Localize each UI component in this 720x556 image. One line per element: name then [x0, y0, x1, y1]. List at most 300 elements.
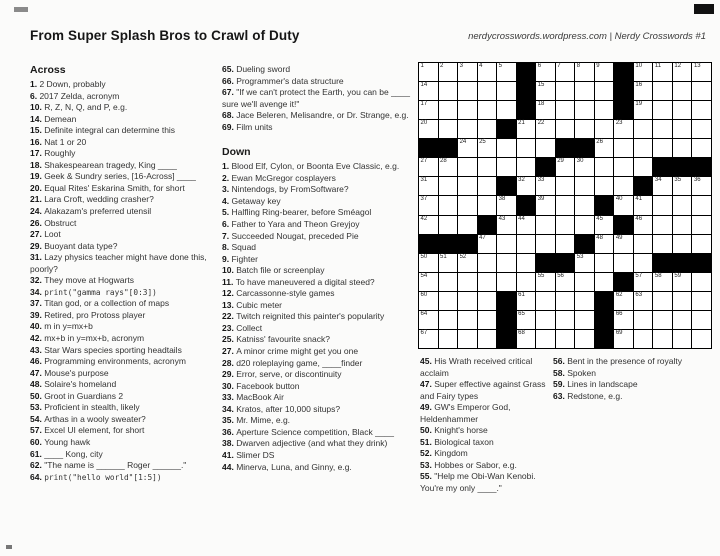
clue-item: 68. Jace Beleren, Melisandre, or Dr. Strange, e.g.	[222, 110, 409, 121]
grid-cell	[458, 273, 477, 291]
clue-item: 46. Programming environments, acronym	[30, 356, 186, 367]
cell-number: 60	[420, 291, 428, 298]
grid-cell	[653, 292, 672, 310]
down-section-header: Down	[222, 146, 251, 159]
clue-item: 29. Buoyant data type?	[30, 240, 118, 251]
cell-number: 51	[440, 253, 447, 260]
grid-cell	[536, 63, 555, 81]
clue-item: 37. Titan god, or a collection of maps	[30, 298, 170, 309]
grid-cell	[556, 216, 575, 234]
cell-number: 68	[518, 329, 525, 336]
clue-item: 1. 2 Down, probably	[30, 79, 106, 89]
cell-number: 15	[537, 82, 545, 89]
grid-cell-black	[673, 254, 692, 272]
grid-cell	[478, 292, 497, 310]
grid-cell	[634, 158, 653, 176]
clue-item: 47. Mouse's purpose	[30, 367, 109, 378]
grid-cell-black	[556, 139, 575, 157]
grid-cell	[556, 273, 575, 291]
grid-cell-black	[692, 158, 711, 176]
cell-number: 38	[498, 196, 506, 203]
grid-cell	[575, 158, 594, 176]
grid-cell-black	[653, 158, 672, 176]
grid-cell	[419, 63, 438, 81]
grid-cell	[478, 311, 497, 329]
clue-item: 11. To have maneuvered a digital steed?	[222, 276, 375, 287]
grid-cell-black	[614, 216, 633, 234]
grid-cell	[419, 158, 438, 176]
grid-cell	[575, 63, 594, 81]
grid-cell	[458, 196, 477, 214]
cell-number: 21	[518, 120, 525, 127]
across-section-header: Across	[30, 64, 66, 76]
grid-cell	[478, 101, 497, 119]
grid-cell	[478, 196, 497, 214]
grid-cell	[634, 82, 653, 100]
clue-item: 16. Nat 1 or 20	[30, 136, 87, 147]
grid-cell	[614, 311, 633, 329]
cell-number: 54	[420, 272, 428, 279]
clue-item: 19. Geek & Sundry series, [16-Across] ____	[30, 171, 196, 182]
grid-cell	[614, 292, 633, 310]
grid-cell	[634, 254, 653, 272]
grid-cell	[692, 273, 711, 291]
clue-list-across-2	[222, 64, 418, 133]
grid-cell	[419, 120, 438, 138]
clue-list-down-1	[222, 161, 418, 473]
grid-cell	[458, 292, 477, 310]
cell-number: 8	[576, 63, 581, 69]
grid-cell-black	[497, 120, 516, 138]
grid-cell	[653, 63, 672, 81]
grid-cell	[517, 139, 536, 157]
grid-cell-black	[692, 254, 711, 272]
grid-cell-black	[439, 235, 458, 253]
cell-number: 7	[557, 63, 561, 69]
clue-item: 30. Facebook button	[222, 380, 300, 391]
clue-item: 40. m in y=mx+b	[30, 321, 93, 332]
cell-number: 3	[459, 63, 463, 69]
cell-number: 50	[420, 253, 428, 260]
grid-cell	[517, 311, 536, 329]
grid-cell	[419, 82, 438, 100]
clue-item: 23. Collect	[222, 322, 263, 333]
grid-cell	[634, 139, 653, 157]
grid-cell	[575, 120, 594, 138]
grid-cell	[673, 292, 692, 310]
grid-cell	[595, 216, 614, 234]
grid-cell	[673, 235, 692, 253]
grid-cell	[653, 82, 672, 100]
cell-number: 37	[420, 196, 428, 203]
grid-cell	[595, 273, 614, 291]
cell-number: 36	[693, 177, 701, 184]
grid-cell	[692, 216, 711, 234]
grid-cell	[575, 196, 594, 214]
clue-item: 3. Nintendogs, by FromSoftware?	[222, 184, 349, 195]
cell-number: 6	[537, 63, 542, 69]
grid-cell	[634, 63, 653, 81]
cell-number: 69	[615, 329, 623, 336]
grid-cell	[614, 177, 633, 195]
grid-cell	[497, 235, 516, 253]
clue-item: 33. MacBook Air	[222, 392, 284, 403]
clue-item: 6. Father to Yara and Theon Greyjoy	[222, 219, 360, 230]
grid-cell-black	[497, 177, 516, 195]
grid-cell	[595, 63, 614, 81]
cell-number: 10	[635, 63, 643, 69]
grid-cell	[634, 120, 653, 138]
clue-item: 38. Dwarven adjective (and what they drink)	[222, 438, 388, 449]
grid-cell	[497, 273, 516, 291]
clue-item: 24. Alakazam's preferred utensil	[30, 206, 152, 217]
cell-number: 58	[654, 272, 662, 279]
clue-item: 27. A minor crime might get you one	[222, 346, 359, 357]
grid-cell-black	[614, 101, 633, 119]
grid-cell	[614, 120, 633, 138]
grid-cell	[556, 120, 575, 138]
grid-cell	[634, 196, 653, 214]
grid-cell	[439, 330, 458, 348]
grid-cell	[673, 63, 692, 81]
cell-number: 52	[459, 253, 467, 260]
grid-cell	[575, 254, 594, 272]
grid-cell	[692, 139, 711, 157]
clue-item: 66. Programmer's data structure	[222, 75, 344, 86]
grid-cell	[458, 120, 477, 138]
clue-item: 17. Roughly	[30, 148, 76, 159]
grid-cell	[653, 273, 672, 291]
cell-number: 23	[615, 120, 623, 127]
grid-cell	[517, 177, 536, 195]
cell-number: 13	[693, 63, 701, 69]
grid-cell	[653, 216, 672, 234]
grid-cell-black	[517, 82, 536, 100]
grid-cell	[458, 254, 477, 272]
clue-item: 42. mx+b in y=mx+b, acronym	[30, 333, 145, 344]
clue-item: 39. Retired, pro Protoss player	[30, 309, 146, 320]
clue-item: 9. Fighter	[222, 253, 258, 264]
grid-cell	[556, 158, 575, 176]
grid-cell	[439, 254, 458, 272]
grid-cell-black	[497, 330, 516, 348]
grid-cell	[439, 273, 458, 291]
grid-cell	[692, 101, 711, 119]
grid-cell	[556, 292, 575, 310]
grid-cell	[595, 139, 614, 157]
clue-item: 20. Equal Rites' Eskarina Smith, for short	[30, 182, 185, 193]
clue-item: 57. Excel UI element, for short	[30, 425, 145, 436]
grid-cell-black	[595, 292, 614, 310]
cell-number: 17	[420, 101, 428, 108]
down-clues-column-2	[420, 356, 550, 495]
clue-item: 50. Groot in Guardians 2	[30, 390, 124, 401]
grid-cell	[673, 139, 692, 157]
grid-cell	[478, 63, 497, 81]
grid-cell	[478, 158, 497, 176]
clue-item: 52. Kingdom	[420, 448, 468, 459]
grid-cell	[556, 235, 575, 253]
grid-cell	[614, 139, 633, 157]
grid-cell	[478, 120, 497, 138]
clue-item: 10. Batch file or screenplay	[222, 265, 325, 276]
grid-cell	[575, 101, 594, 119]
grid-cell	[653, 196, 672, 214]
cell-number: 12	[674, 63, 682, 69]
grid-cell	[575, 292, 594, 310]
grid-cell	[478, 273, 497, 291]
clue-item: 53. Proficient in stealth, likely	[30, 402, 140, 413]
clue-item: 45. His Wrath received critical acclaim	[420, 356, 533, 378]
grid-cell-black	[458, 235, 477, 253]
grid-cell	[653, 235, 672, 253]
cell-number: 39	[537, 196, 545, 203]
grid-cell	[673, 330, 692, 348]
grid-cell	[575, 82, 594, 100]
grid-cell	[439, 101, 458, 119]
cell-number: 42	[420, 215, 428, 222]
grid-cell	[575, 273, 594, 291]
clue-item: 62. "The name is ______ Roger ______."	[30, 460, 187, 471]
clue-item: 7. Succeeded Nougat, preceded Pie	[222, 230, 359, 241]
grid-cell	[673, 216, 692, 234]
clue-item: 44. Minerva, Luna, and Ginny, e.g.	[222, 461, 352, 472]
grid-cell	[536, 139, 555, 157]
grid-cell	[497, 216, 516, 234]
grid-cell-black	[497, 292, 516, 310]
grid-cell	[458, 177, 477, 195]
cell-number: 53	[576, 253, 584, 260]
grid-cell	[497, 101, 516, 119]
grid-cell	[517, 254, 536, 272]
cell-number: 18	[537, 101, 545, 108]
grid-cell	[536, 330, 555, 348]
cell-number: 5	[498, 63, 502, 69]
cell-number: 47	[479, 234, 486, 241]
clue-item: 61. ____ Kong, city	[30, 448, 103, 459]
site-attribution: nerdycrosswords.wordpress.com | Nerdy Crosswords #1	[468, 31, 706, 42]
grid-cell	[673, 311, 692, 329]
clue-item: 14. Demean	[30, 113, 77, 124]
cell-number: 1	[420, 63, 424, 69]
grid-cell	[517, 273, 536, 291]
grid-cell	[653, 139, 672, 157]
grid-cell	[595, 254, 614, 272]
grid-cell	[556, 63, 575, 81]
grid-cell	[419, 254, 438, 272]
clue-item: 36. Aperture Science competition, Black ____	[222, 426, 394, 437]
cell-number: 27	[420, 158, 428, 165]
cell-number: 66	[615, 310, 623, 317]
clue-item: 60. Young hawk	[30, 436, 91, 447]
grid-cell	[517, 158, 536, 176]
grid-cell-black	[673, 158, 692, 176]
grid-cell	[478, 330, 497, 348]
grid-cell-black	[517, 196, 536, 214]
clue-item: 4. Getaway key	[222, 195, 281, 206]
grid-cell	[517, 216, 536, 234]
cell-number: 11	[654, 63, 662, 69]
grid-cell	[556, 82, 575, 100]
cell-number: 64	[420, 310, 428, 317]
grid-cell	[497, 63, 516, 81]
grid-cell	[478, 254, 497, 272]
clue-item: 58. Spoken	[553, 367, 597, 378]
grid-cell	[556, 101, 575, 119]
cell-number: 56	[557, 272, 564, 279]
clue-item: 31. Lazy physics teacher might have done this, poorly?	[30, 252, 207, 274]
grid-cell-black	[556, 254, 575, 272]
grid-cell-black	[614, 82, 633, 100]
grid-cell-black	[536, 158, 555, 176]
grid-cell-black	[614, 63, 633, 81]
grid-cell	[419, 330, 438, 348]
scan-artifact	[14, 7, 28, 12]
cell-number: 55	[537, 272, 545, 279]
clue-item: 54. Arthas in a wooly sweater?	[30, 413, 146, 424]
grid-cell	[556, 177, 575, 195]
grid-cell-black	[653, 254, 672, 272]
grid-cell	[536, 120, 555, 138]
grid-cell	[478, 82, 497, 100]
clue-list-down-3	[553, 356, 715, 402]
grid-cell	[634, 273, 653, 291]
grid-cell	[634, 216, 653, 234]
grid-cell	[556, 311, 575, 329]
clue-item: 59. Lines in landscape	[553, 379, 638, 390]
grid-cell	[536, 292, 555, 310]
grid-cell	[692, 196, 711, 214]
grid-cell	[419, 273, 438, 291]
grid-cell	[439, 63, 458, 81]
grid-cell	[497, 254, 516, 272]
cell-number: 44	[518, 215, 525, 222]
grid-cell	[439, 120, 458, 138]
cell-number: 29	[557, 158, 564, 165]
grid-cell-black	[575, 235, 594, 253]
grid-cell	[673, 101, 692, 119]
grid-cell-black	[517, 101, 536, 119]
grid-cell	[634, 311, 653, 329]
grid-cell	[536, 177, 555, 195]
grid-cell-black	[497, 311, 516, 329]
grid-cell	[575, 311, 594, 329]
grid-cell	[556, 330, 575, 348]
grid-cell	[673, 82, 692, 100]
grid-cell	[497, 82, 516, 100]
cell-number: 41	[635, 196, 643, 203]
grid-cell-black	[634, 177, 653, 195]
grid-cell	[673, 120, 692, 138]
grid-cell	[692, 292, 711, 310]
grid-cell	[478, 177, 497, 195]
cell-number: 22	[537, 120, 545, 127]
cell-number: 48	[596, 234, 603, 241]
grid-cell	[439, 196, 458, 214]
grid-cell	[497, 158, 516, 176]
grid-cell-black	[478, 216, 497, 234]
crossword-grid	[418, 62, 712, 349]
grid-cell	[692, 330, 711, 348]
clue-item: 34. print("gamma rays"[0:3])	[30, 286, 157, 297]
clue-item: 67. "If we can't protect the Earth, you can be ____ sure we'll avenge it!"	[222, 87, 410, 109]
clue-item: 12. Carcassonne-style games	[222, 288, 335, 299]
grid-cell	[595, 235, 614, 253]
clue-item: 15. Definite integral can determine this	[30, 125, 176, 136]
grid-cell	[692, 235, 711, 253]
clue-item: 1. Blood Elf, Cylon, or Boonta Eve Classic, e.g.	[222, 161, 400, 172]
grid-cell	[595, 101, 614, 119]
grid-cell	[517, 235, 536, 253]
down-clues-column-3	[553, 356, 715, 402]
grid-cell	[439, 177, 458, 195]
grid-cell	[536, 235, 555, 253]
clue-item: 21. Lara Croft, wedding crasher?	[30, 194, 154, 205]
grid-cell	[419, 311, 438, 329]
scan-artifact	[694, 4, 714, 14]
grid-cell	[634, 292, 653, 310]
clue-item: 18. Shakespearean tragedy, King ____	[30, 159, 177, 170]
grid-cell	[614, 196, 633, 214]
cell-number: 33	[537, 177, 545, 184]
grid-cell	[419, 196, 438, 214]
clue-item: 49. GW's Emperor God, Heldenhammer	[420, 402, 511, 424]
clue-item: 8. Squad	[222, 242, 257, 253]
clue-list-down-2	[420, 356, 550, 495]
cell-number: 20	[420, 120, 428, 127]
clue-item: 47. Super effective against Grass and Fairy types	[420, 379, 546, 401]
grid-cell	[419, 216, 438, 234]
cell-number: 26	[596, 139, 603, 146]
grid-cell-black	[595, 330, 614, 348]
grid-cell	[517, 330, 536, 348]
grid-cell	[653, 311, 672, 329]
clue-item: 63. Redstone, e.g.	[553, 390, 623, 401]
grid-cell-black	[575, 139, 594, 157]
grid-cell	[478, 139, 497, 157]
grid-cell	[439, 82, 458, 100]
grid-cell	[497, 139, 516, 157]
grid-cell	[458, 216, 477, 234]
cell-number: 59	[674, 272, 682, 279]
cell-number: 14	[420, 82, 428, 89]
clue-list-across-1	[30, 79, 217, 483]
grid-cell	[634, 330, 653, 348]
grid-cell	[595, 82, 614, 100]
grid-cell	[458, 311, 477, 329]
clue-item: 27. Loot	[30, 229, 61, 240]
grid-cell	[614, 235, 633, 253]
clue-item: 2. Ewan McGregor cosplayers	[222, 172, 336, 183]
grid-cell	[595, 158, 614, 176]
clue-item: 22. Twitch reignited this painter's popularity	[222, 311, 385, 322]
cell-number: 46	[635, 215, 643, 222]
grid-cell	[556, 196, 575, 214]
cell-number: 67	[420, 329, 428, 336]
grid-cell	[536, 216, 555, 234]
grid-cell	[653, 101, 672, 119]
clue-item: 26. Obstruct	[30, 217, 77, 228]
grid-cell	[673, 273, 692, 291]
grid-cell	[575, 177, 594, 195]
cell-number: 45	[596, 215, 603, 222]
cell-number: 40	[615, 196, 623, 203]
grid-cell-black	[439, 139, 458, 157]
clue-item: 69. Film units	[222, 121, 273, 132]
grid-cell	[497, 196, 516, 214]
grid-cell	[673, 177, 692, 195]
clue-item: 48. Solaire's homeland	[30, 379, 117, 390]
